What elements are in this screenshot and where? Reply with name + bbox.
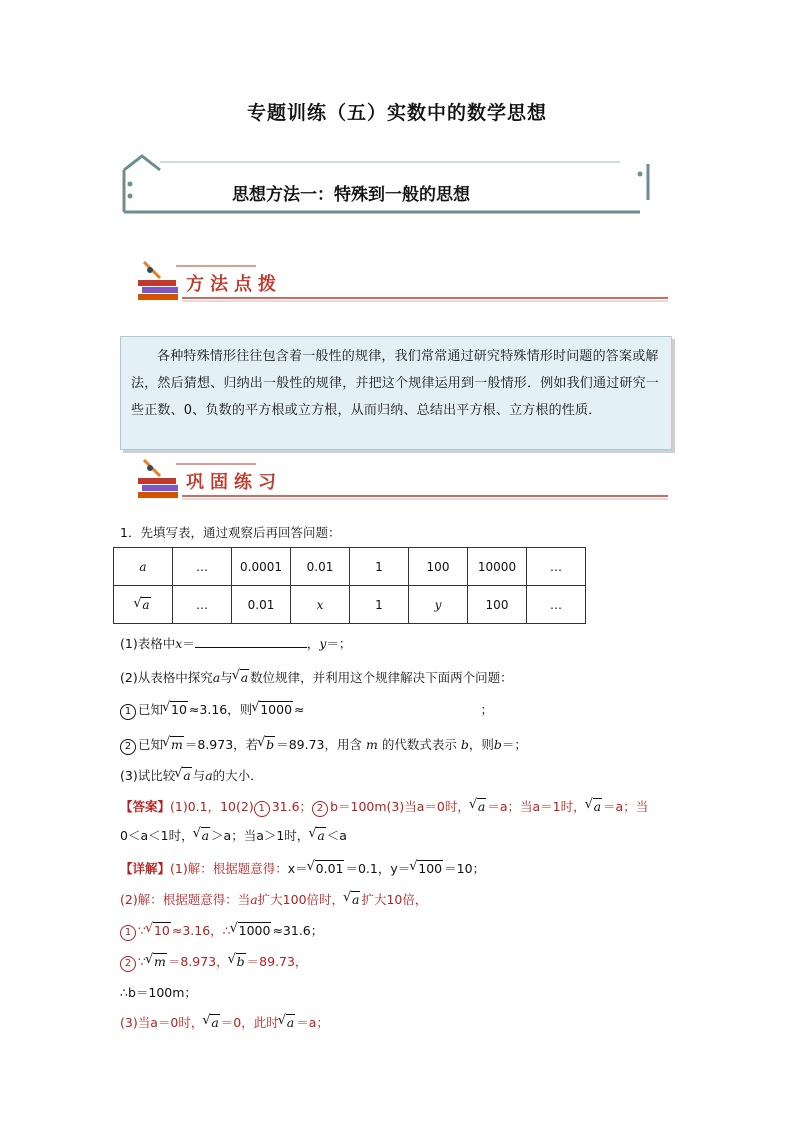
table-cell: √ a xyxy=(114,586,173,624)
detail-line-6: (3)当a＝0时，√ a ＝0，此时√ a ＝a； xyxy=(120,1013,329,1031)
data-table xyxy=(113,547,586,624)
table-cell: 0.01 xyxy=(291,548,350,586)
detail-line-2: (2)解：根据题意得：当a扩大100倍时，√ a 扩大10倍， xyxy=(120,890,427,908)
table-cell: 100 xyxy=(409,548,468,586)
q1-part3: (3)试比较√ a 与a的大小． xyxy=(120,766,263,784)
detail-line-5: ∴b＝100m； xyxy=(120,985,197,1000)
table-cell: … xyxy=(527,548,586,586)
table-cell: 0.0001 xyxy=(232,548,291,586)
q1-sub1: 1 已知√ 10 ≈3.16，则√ 1000 ≈ ； xyxy=(120,700,493,720)
tip-box: 各种特殊情形往往包含着一般性的规律，我们常常通过研究特殊情形时问题的答案或解法，然后猜想、归纳出一般性的规律，并把这个规律运用到一般情形．例如我们通过研究一些正数、0、负数的平方根或立方根，从而归纳、总结出平方根、立方根的性质． xyxy=(120,336,672,450)
table-cell: … xyxy=(527,586,586,624)
detail-line-4: 2 ∵√ m ＝8.973，√ b ＝89.73， xyxy=(120,952,307,972)
table-cell: x xyxy=(291,586,350,624)
answer-line-1: 【答案】(1)0.1，10(2) 1 31.6； 2 b＝100m(3)当a＝0时，√ a ＝a；当a＝1时，√ a ＝a；当 xyxy=(120,797,648,817)
circled-number: 2 xyxy=(120,739,136,755)
q1-part1: (1)表格中x＝ ，y＝； xyxy=(120,636,352,651)
table-cell: 1 xyxy=(350,586,409,624)
section-label-practice: 巩固练习 xyxy=(186,472,282,493)
section-header-practice xyxy=(136,456,672,502)
answer-line-2: 0＜a＜1时，√ a ＞a；当a＞1时，√ a ＜a xyxy=(120,826,347,844)
page-title: 专题训练（五）实数中的数学思想 xyxy=(246,102,547,124)
table-row xyxy=(114,586,586,624)
question-1: 1．先填写表，通过观察后再回答问题： xyxy=(120,525,341,540)
table-cell: 100 xyxy=(468,586,527,624)
q1-part2: (2)从表格中探究a与√ a 数位规律，并利用这个规律解决下面两个问题： xyxy=(120,668,513,686)
table-cell: … xyxy=(173,548,232,586)
circled-number: 1 xyxy=(120,704,136,720)
table-cell: 10000 xyxy=(468,548,527,586)
table-row xyxy=(114,548,586,586)
method-title: 思想方法一：特殊到一般的思想 xyxy=(232,185,470,205)
table-cell: 0.01 xyxy=(232,586,291,624)
table-cell: 1 xyxy=(350,548,409,586)
table-cell: a xyxy=(114,548,173,586)
table-cell: y xyxy=(409,586,468,624)
answer-blank[interactable] xyxy=(195,636,307,648)
table-cell: … xyxy=(173,586,232,624)
detail-line-3: 1 ∵√ 10 ≈3.16，∴√ 1000 ≈31.6； xyxy=(120,921,323,941)
section-label-tips: 方法点拨 xyxy=(186,274,282,295)
detail-line-1: 【详解】(1)解：根据题意得：x＝√ 0.01 ＝0.1，y＝√ 100 ＝10； xyxy=(120,859,485,877)
section-header-tips xyxy=(136,258,672,304)
q1-sub2: 2 已知√ m ＝8.973，若√ b ＝89.73，用含 m 的代数式表示 b，则b＝； xyxy=(120,735,527,755)
